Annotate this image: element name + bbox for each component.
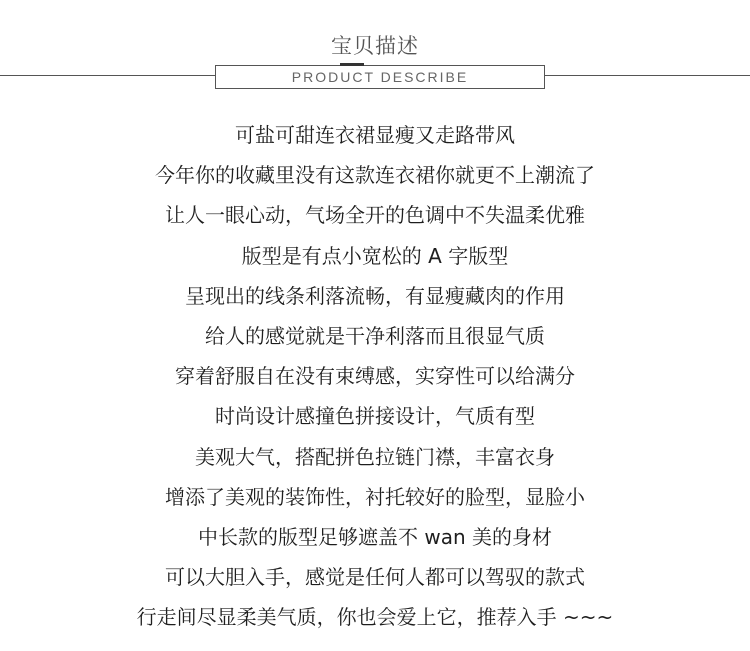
header-rule-right (545, 75, 750, 76)
description-line: 时尚设计感撞色拼接设计，气质有型 (215, 404, 535, 429)
section-header (0, 0, 750, 100)
description-line: 穿着舒服自在没有束缚感，实穿性可以给满分 (175, 364, 575, 389)
description-line: 美观大气，搭配拼色拉链门襟，丰富衣身 (195, 444, 555, 469)
section-title-en: PRODUCT DESCRIBE (291, 69, 469, 85)
title-accent-bar (340, 63, 364, 66)
description-line: 给人的感觉就是干净利落而且很显气质 (205, 323, 545, 348)
description-line: 行走间尽显柔美气质，你也会爱上它，推荐入手 ~~~ (136, 605, 614, 630)
description-line: 让人一眼心动，气场全开的色调中不失温柔优雅 (165, 203, 585, 228)
description-line: 版型是有点小宽松的 A 字版型 (241, 243, 509, 268)
description-line: 中长款的版型足够遮盖不 wan 美的身材 (197, 524, 552, 549)
description-line: 可以大胆入手，感觉是任何人都可以驾驭的款式 (165, 565, 585, 590)
description-text (0, 115, 750, 637)
section-title-cn: 宝贝描述 (331, 34, 419, 58)
description-line: 可盐可甜连衣裙显瘦又走路带风 (235, 123, 515, 147)
description-line: 增添了美观的装饰性，衬托较好的脸型，显脸小 (165, 484, 585, 509)
description-line: 今年你的收藏里没有这款连衣裙你就更不上潮流了 (155, 163, 595, 188)
description-line: 呈现出的线条利落流畅，有显瘦藏肉的作用 (185, 283, 565, 308)
header-rule-left (0, 75, 215, 76)
